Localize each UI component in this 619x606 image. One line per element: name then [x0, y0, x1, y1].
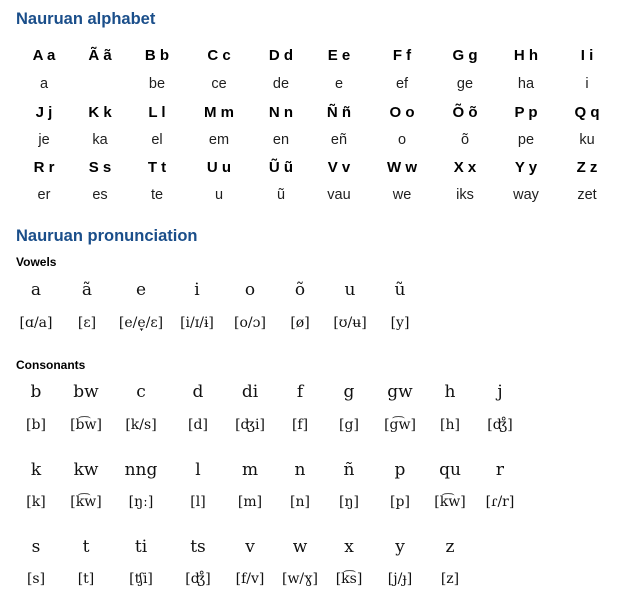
alphabet-letter-name: en: [272, 132, 290, 148]
consonant-ipa: [ʤ̊]: [487, 417, 513, 433]
vowel-letter-row: [0, 280, 619, 306]
alphabet-letter-name: ũ: [276, 187, 286, 203]
vowel-letter: e: [135, 280, 147, 300]
consonant-letter: gw: [387, 382, 413, 402]
alphabet-letter-name: a: [39, 76, 49, 92]
alphabet-letter-row: [0, 47, 619, 73]
alphabet-letter: X x: [453, 159, 477, 176]
alphabet-name-row: [0, 187, 619, 213]
alphabet-letter-name: i: [585, 76, 589, 92]
vowel-letter: a: [30, 280, 42, 300]
consonant-ipa: [l]: [190, 494, 206, 510]
consonant-ipa: [g]: [339, 417, 359, 433]
alphabet-letter: Ñ ñ: [326, 104, 352, 121]
alphabet-letter-name: we: [392, 187, 412, 203]
consonant-letter: qu: [439, 460, 461, 480]
consonant-ipa: [b]: [26, 417, 46, 433]
vowel-ipa: [ɑ/a]: [19, 315, 53, 331]
consonant-ipa-row: [0, 571, 619, 597]
alphabet-letter: Z z: [576, 159, 598, 176]
consonant-letter: h: [444, 382, 456, 402]
alphabet-letter-name: el: [151, 132, 163, 148]
alphabet-name-row: [0, 132, 619, 158]
alphabet-letter-name: te: [150, 187, 164, 203]
alphabet-letter-row: [0, 104, 619, 130]
alphabet-letter-name: ku: [579, 132, 595, 148]
consonant-letter: g: [343, 382, 355, 402]
consonant-ipa: [b͡w]: [70, 417, 102, 433]
consonant-letter: t: [82, 537, 90, 557]
consonant-ipa: [s]: [26, 571, 46, 587]
alphabet-letter: W w: [387, 159, 417, 176]
vowel-ipa-row: [0, 315, 619, 341]
alphabet-letter: H h: [513, 47, 539, 64]
alphabet-letter-name: pe: [517, 132, 535, 148]
consonant-letter: b: [30, 382, 42, 402]
consonant-letter: x: [344, 537, 354, 557]
alphabet-letter: I i: [580, 47, 594, 64]
alphabet-letter: V v: [327, 159, 351, 176]
consonant-ipa: [g͡w]: [384, 417, 416, 433]
consonant-ipa: [k͡s]: [335, 571, 363, 587]
consonant-letter: j: [497, 382, 503, 402]
consonant-letter: k: [30, 460, 42, 480]
vowel-ipa: [ʊ/ʉ]: [333, 315, 367, 331]
alphabet-letter: P p: [514, 104, 538, 121]
consonant-ipa-row: [0, 494, 619, 520]
consonant-letter: p: [394, 460, 406, 480]
consonant-ipa: [f/v]: [235, 571, 265, 587]
consonant-letter-row: [0, 382, 619, 408]
alphabet-letter: Ã ã: [88, 47, 112, 64]
consonant-ipa: [t]: [77, 571, 95, 587]
alphabet-letter: U u: [206, 159, 232, 176]
alphabet-letter-name: em: [208, 132, 230, 148]
consonant-letter: ts: [190, 537, 206, 557]
consonant-ipa: [p]: [390, 494, 410, 510]
vowel-letter: ũ: [394, 280, 406, 300]
alphabet-letter-name: je: [38, 132, 50, 148]
vowel-letter: i: [194, 280, 200, 300]
alphabet-letter: S s: [88, 159, 112, 176]
consonant-letter: nng: [124, 460, 158, 480]
alphabet-letter-name: e: [334, 76, 344, 92]
vowel-ipa: [e/e̞/ɛ]: [118, 315, 164, 331]
consonant-letter: c: [136, 382, 146, 402]
consonant-letter-row: [0, 537, 619, 563]
consonant-letter: n: [294, 460, 306, 480]
consonant-ipa: [f]: [291, 417, 309, 433]
alphabet-letter-name: u: [214, 187, 224, 203]
vowel-letter: o: [244, 280, 256, 300]
alphabet-letter: D d: [268, 47, 294, 64]
alphabet-letter: T t: [147, 159, 167, 176]
alphabet-letter-name: ge: [456, 76, 474, 92]
consonant-letter: r: [495, 460, 505, 480]
vowel-letter: õ: [294, 280, 306, 300]
vowel-ipa: [y]: [390, 315, 410, 331]
vowel-letter: ã: [81, 280, 93, 300]
alphabet-letter-name: vau: [327, 187, 351, 203]
consonant-letter: ñ: [343, 460, 355, 480]
consonant-letter: d: [192, 382, 204, 402]
alphabet-letter-name: er: [37, 187, 51, 203]
consonant-ipa: [k͡w]: [434, 494, 466, 510]
alphabet-letter-name: zet: [577, 187, 597, 203]
alphabet-letter: B b: [144, 47, 170, 64]
alphabet-letter: E e: [327, 47, 351, 64]
alphabet-letter-name: way: [513, 187, 539, 203]
alphabet-letter-row: [0, 159, 619, 185]
consonant-ipa: [d]: [188, 417, 208, 433]
alphabet-letter: R r: [33, 159, 55, 176]
vowels-heading: Vowels: [16, 255, 57, 269]
consonant-letter: l: [195, 460, 201, 480]
alphabet-letter: J j: [35, 104, 53, 121]
alphabet-letter: F f: [392, 47, 412, 64]
alphabet-letter: Y y: [514, 159, 538, 176]
alphabet-letter: Ũ ũ: [268, 159, 294, 176]
alphabet-letter-name: o: [397, 132, 407, 148]
consonant-ipa: [m]: [237, 494, 263, 510]
alphabet-letter-name: de: [272, 76, 290, 92]
alphabet-letter: A a: [32, 47, 56, 64]
pronunciation-heading: Nauruan pronunciation: [16, 227, 198, 245]
vowel-ipa: [i/ɪ/ɨ]: [180, 315, 214, 331]
consonant-letter: ti: [134, 537, 148, 557]
consonant-ipa: [ʤi]: [235, 417, 265, 433]
alphabet-letter: O o: [389, 104, 415, 121]
alphabet-letter: Q q: [574, 104, 600, 121]
consonants-heading: Consonants: [16, 358, 86, 372]
consonant-ipa: [j/ɟ]: [387, 571, 413, 587]
vowel-ipa: [ɛ]: [77, 315, 97, 331]
consonant-letter: w: [292, 537, 308, 557]
consonant-letter: di: [241, 382, 259, 402]
alphabet-letter-name: ha: [517, 76, 535, 92]
consonant-ipa: [k/s]: [125, 417, 157, 433]
consonant-ipa: [ŋ]: [339, 494, 359, 510]
consonant-letter: bw: [73, 382, 99, 402]
vowel-ipa: [o/ɔ]: [234, 315, 266, 331]
consonant-letter: z: [445, 537, 455, 557]
consonant-letter: s: [31, 537, 41, 557]
alphabet-letter-name: es: [92, 187, 108, 203]
consonant-ipa: [ʧi]: [129, 571, 153, 587]
consonant-ipa: [n]: [290, 494, 310, 510]
consonant-ipa-row: [0, 417, 619, 443]
alphabet-letter: G g: [452, 47, 478, 64]
consonant-letter: y: [395, 537, 405, 557]
alphabet-letter: N n: [268, 104, 294, 121]
consonant-ipa: [w/ɣ]: [281, 571, 318, 587]
consonant-ipa: [ɾ/r]: [485, 494, 515, 510]
alphabet-letter-name: ef: [395, 76, 409, 92]
alphabet-letter: C c: [207, 47, 231, 64]
alphabet-letter-name: iks: [456, 187, 474, 203]
alphabet-letter-name: õ: [460, 132, 470, 148]
alphabet-heading: Nauruan alphabet: [16, 10, 156, 28]
consonant-letter: f: [296, 382, 304, 402]
vowel-ipa: [ø]: [290, 315, 310, 331]
alphabet-name-row: [0, 76, 619, 102]
vowel-letter: u: [344, 280, 356, 300]
alphabet-letter-name: ka: [92, 132, 108, 148]
alphabet-letter-name: be: [148, 76, 166, 92]
consonant-ipa: [h]: [440, 417, 460, 433]
consonant-ipa: [k͡w]: [70, 494, 102, 510]
consonant-letter: v: [245, 537, 255, 557]
alphabet-letter: Õ õ: [452, 104, 478, 121]
alphabet-letter-name: eñ: [330, 132, 348, 148]
alphabet-letter-name: ce: [211, 76, 227, 92]
consonant-ipa: [ʤ̊]: [185, 571, 211, 587]
consonant-ipa: [z]: [440, 571, 460, 587]
consonant-letter-row: [0, 460, 619, 486]
consonant-letter: m: [241, 460, 259, 480]
alphabet-letter: K k: [88, 104, 112, 121]
consonant-ipa: [k]: [26, 494, 46, 510]
consonant-letter: kw: [73, 460, 99, 480]
alphabet-letter: M m: [204, 104, 234, 121]
alphabet-letter: L l: [148, 104, 166, 121]
consonant-ipa: [ŋː]: [128, 494, 154, 510]
